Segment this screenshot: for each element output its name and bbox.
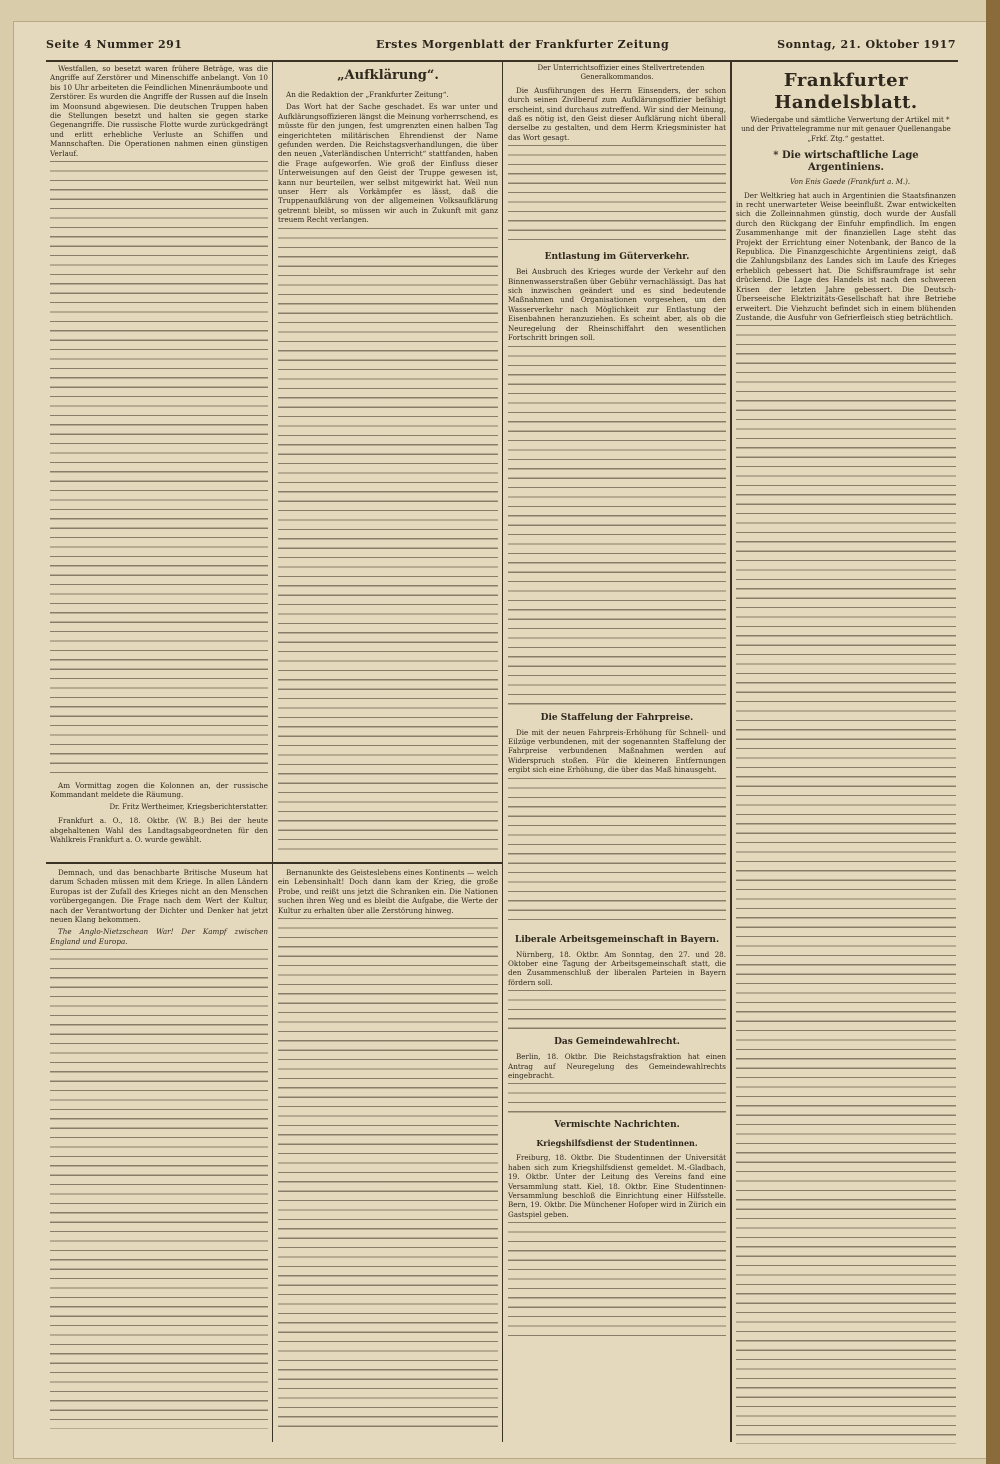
article-body-lines — [736, 325, 956, 1444]
article-text: Demnach, und das benachbarte Britische Museum hat darum Schaden müssen mit dem Kriege. In allen Ländern Europas ist der Zufall des Krieges nicht an den Menschen vorübergegangen. Die Frage nach dem Wert der Kultur, nach der Verantwortung der Dichter und Denker hat jetzt neuen Klang bekommen. — [50, 868, 268, 925]
article-headline: Das Gemeindewahlrecht. — [554, 1037, 680, 1048]
page-header — [46, 28, 956, 58]
article-body-lines — [508, 778, 726, 928]
dateline: Am Vormittag zogen die Kolonnen an, der russische Kommandant meldete die Räumung. — [50, 781, 268, 800]
column-2-bottom — [278, 868, 498, 1442]
article-headline: Liberale Arbeitsgemeinschaft in Bayern. — [514, 934, 720, 945]
article-text: Bei Ausbruch des Krieges wurde der Verkehr auf den Binnenwasserstraßen über Gebühr vernachlässigt. Das hat sich inzwischen geändert und es sind bedeutende Maßnahmen und Organisationen vorgesehen, um den Wasserverkehr nach Möglichkeit zur Entlastung der Eisenbahnen heranzuziehen. Es scheint aber, als ob die Neuregelung der Rheinschiffahrt den wesentlichen Fortschritt bringen soll. — [508, 267, 726, 343]
article-signature: Dr. Fritz Wertheimer, Kriegsberichterstatter. — [109, 802, 268, 811]
article-body-lines — [508, 1083, 726, 1113]
article-text: Die Ausführungen des Herrn Einsenders, der schon durch seinen Zivilberuf zum Aufklärungsoffizier befähigt erscheint, sind durchaus zutreffend. Wir sind der Meinung, daß es nötig ist, den Geist dieser Aufklärung nicht überall derselbe zu gestalten, und dem Herrn Kriegsminister hat das Wort gesagt. — [508, 85, 726, 142]
article-headline: * Die wirtschaftliche Lage Argentiniens. — [773, 150, 919, 174]
section-masthead: Frankfurter Handelsblatt. — [774, 70, 918, 113]
article-salutation: An die Redaktion der „Frankfurter Zeitung“. — [286, 90, 449, 99]
article-body-lines — [508, 990, 726, 1030]
article-byline: Von Enis Gaede (Frankfurt a. M.). — [789, 178, 911, 187]
page-edge — [986, 0, 1000, 1464]
article-text: Berlin, 18. Oktbr. Die Reichstagsfraktion hat einen Antrag auf Neuregelung des Gemeindewahlrechts eingebracht. — [508, 1052, 726, 1080]
newspaper-title: Erstes Morgenblatt der Frankfurter Zeitung — [376, 38, 670, 51]
article-subheadline: Kriegshilfsdienst der Studentinnen. — [536, 1138, 698, 1149]
article-text: Der Weltkrieg hat auch in Argentinien die Staatsfinanzen in recht unerwarteter Weise beeinflußt. Zwar entwickelten sich die Zolleinnahmen günstig, doch wurde der Ausfall durch den Rückgang der Einfuhr empfindlich. Im engen Zusammenhange mit der finanziellen Lage steht das Projekt der Errichtung einer Notenbank, der Banco de la Republica. Die Finanzgeschichte Argentiniens zeigt, daß die Zahlungsbilanz des Landes sich im Laufe des Krieges erheblich gebessert hat. Die Schiffsraumfrage ist sehr drückend. Die Lage des Handels ist nach den schweren Krisen der letzten Jahre gebessert. Die Deutsch-Überseeische Elektrizitäts-Gesellschaft hat ihre Betriebe erweitert. Die Viehzucht befindet sich in einem blühenden Zustande, die Ausfuhr von Gefrierfleisch stieg beträchtlich. — [736, 190, 956, 322]
column-rule — [272, 62, 273, 1442]
article-body-lines — [508, 346, 726, 706]
article-text: Die mit der neuen Fahrpreis-Erhöhung für Schnell- und Eilzüge verbundenen, mit der sogenannten Staffelung der Fahrpreise verbundenen Maßnahmen werden auf Widerspruch stoßen. Für die kleineren Entfernungen ergibt sich eine Erhöhung, die über das Maß hinausgeht. — [508, 727, 726, 775]
article-body-lines — [278, 228, 498, 858]
column-2-top — [278, 64, 498, 858]
copyright-notice: Wiedergabe und sämtliche Verwertung der Artikel mit * und der Privattelegramme nur mit genauer Quellenangabe „Frkf. Ztg.“ gestattet. — [741, 116, 951, 143]
article-text: Westfallen, so besetzt waren frühere Beträge, was die Angriffe auf Zerstörer und Minenschiffe anbelangt. Von 10 bis 10 Uhr arbeiteten die Feindlichen Minenräumboote und Zerstörer. Es wurden die Angriffe der Russen auf die Inseln im Moonsund abgewiesen. Die deutschen Truppen haben die Stellungen besetzt und halten sie gegen starke Gegenangriffe. Die russische Flotte wurde zurückgedrängt und erlitt erhebliche Verluste an Schiffen und Mannschaften. Die Operationen nahmen einen günstigen Verlauf. — [50, 64, 268, 158]
article-quote: The Anglo-Nietzschean War! Der Kampf zwischen England und Europa. — [50, 927, 268, 946]
article-intro: Der Unterrichtsoffizier eines Stellvertretenden Generalkommandos. — [537, 64, 705, 82]
article-body-lines — [508, 1222, 726, 1342]
article-text: Das Wort hat der Sache geschadet. Es war unter und Aufklärungsoffizieren längst die Meinung vorherrschend, es müsste für den jungen, fest umgrenzten einen halben Tag eingerichteten militärischen Ehrendienst der Name gefunden werden. Die Reichstagsverhandlungen, die über den neuen „Vaterländischen Unterricht“ stattfanden, haben die Frage aufgeworfen. Wie groß der Einfluss dieser Unterweisungen auf den Geist der Truppe gewesen ist, kann nur beurteilen, wer selbst mitgewirkt hat. Weil nun unser Herr als Vorkämpfer es lässt, daß die Truppenaufklärung von der allgemeinen Volksaufklärung getrennt bleibt, so müssen wir auch in Zukunft mit ganz treuem Recht verlangen. — [278, 102, 498, 225]
column-4-handelsblatt — [736, 64, 956, 1444]
article-body-lines — [50, 161, 268, 781]
column-rule — [730, 62, 732, 1442]
column-1-bottom — [50, 868, 268, 1442]
article-headline: Entlastung im Güterverkehr. — [544, 252, 690, 263]
article-text: Bernanunkte des Geisteslebens eines Kontinents — welch ein Lebensinhalt! Doch dann kam der Krieg, die große Probe, und reißt uns jetzt die Schranken ein. Die Nationen suchen ihren Weg und es bleibt die Aufgabe, die Werte der Kultur zu erhalten über alle Zerstörung hinweg. — [278, 868, 498, 915]
dateline: Frankfurt a. O., 18. Oktbr. (W. B.) Bei der heute abgehaltenen Wahl des Landtagsabgeordneten für den Wahlkreis Frankfurt a. O. wurde gewählt. — [50, 816, 268, 845]
issue-date: Sonntag, 21. Oktober 1917 — [777, 38, 956, 51]
article-headline: „Aufklärung“. — [337, 68, 439, 83]
column-1-top — [50, 64, 268, 858]
article-headline: Die Staffelung der Fahrpreise. — [540, 712, 694, 723]
article-text: Freiburg, 18. Oktbr. Die Studentinnen der Universität haben sich zum Kriegshilfsdienst gemeldet. M.-Gladbach, 19. Oktbr. Unter der Leitung des Vereins fand eine Versammlung statt. Kiel, 18. Oktbr. Eine Studentinnen-Versammlung beschloß die Einrichtung einer Hilfsstelle. Bern, 19. Oktbr. Die Münchener Hofoper wird in Zürich ein Gastspiel geben. — [508, 1153, 726, 1219]
article-body-lines — [50, 949, 268, 1429]
page-number: Seite 4 Nummer 291 — [46, 38, 183, 51]
column-3 — [508, 64, 726, 1444]
article-body-lines — [278, 918, 498, 1428]
section-rule — [46, 862, 502, 864]
article-headline: Vermischte Nachrichten. — [554, 1120, 680, 1131]
article-body-lines — [508, 145, 726, 245]
article-text: Nürnberg, 18. Oktbr. Am Sonntag, den 27. und 28. Oktober eine Tagung der Arbeitsgemeinschaft statt, die den Zusammenschluß der liberalen Parteien in Bayern fördern soll. — [508, 949, 726, 987]
column-rule — [502, 62, 503, 1442]
